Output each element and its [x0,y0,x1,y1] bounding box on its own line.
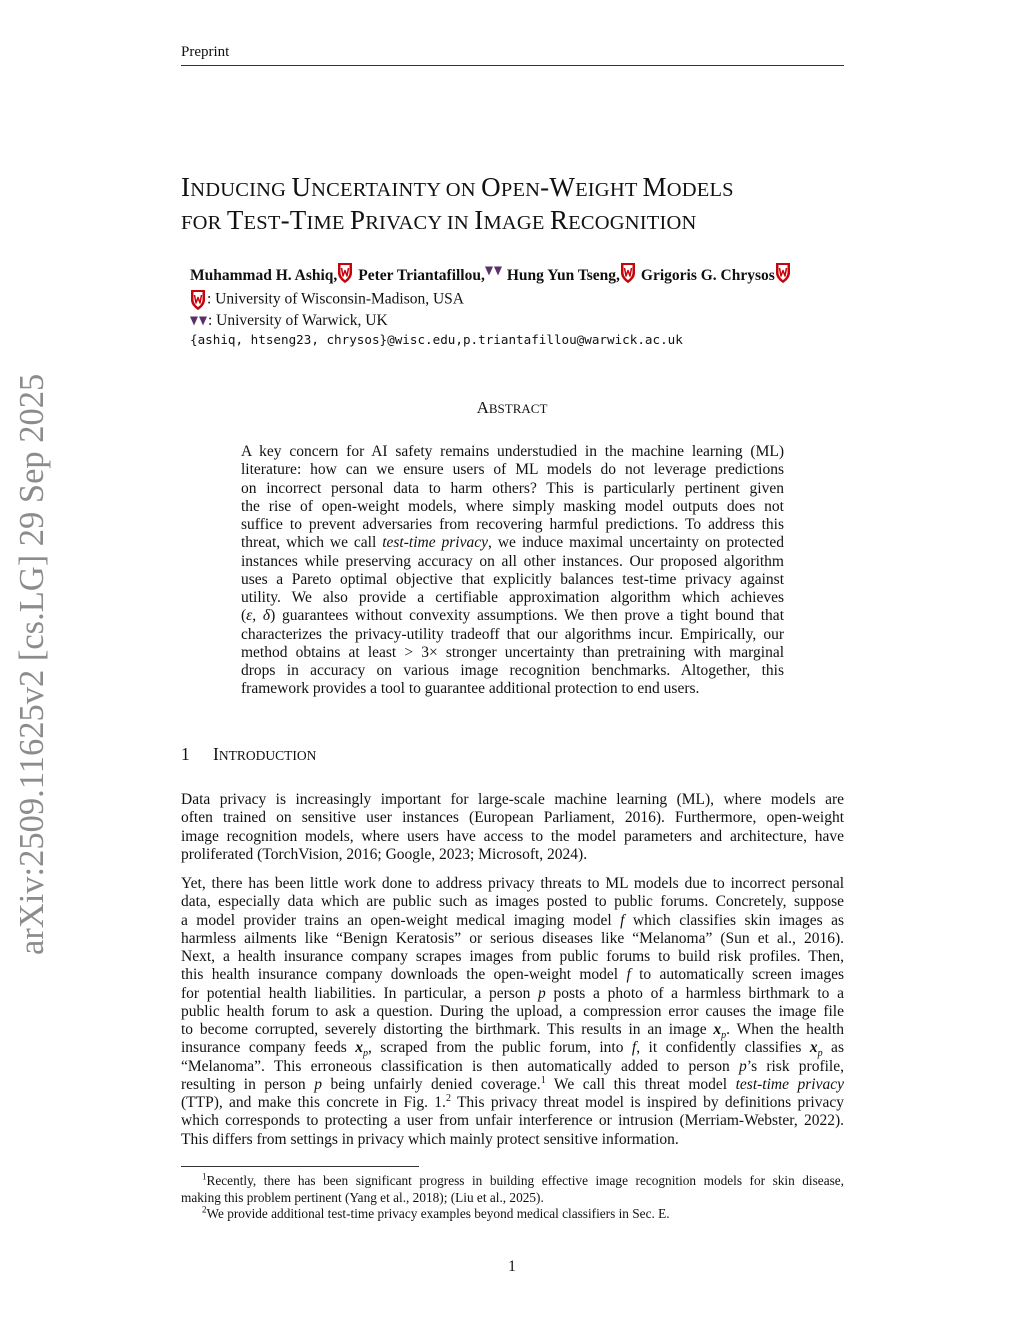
abstract-line: framework provides a tool to guarantee additional protection to end users. [241,680,700,698]
body-text-line: a model provider trains an open-weight medical imaging model f which classifies skin images as [181,911,844,929]
affiliation-wisconsin [190,289,464,311]
body-text-line: Yet, there has been little work done to address privacy threats to ML models due to incorrect personal [181,875,844,892]
arxiv-identifier-stamp: arXiv:2509.11625v2 [cs.LG] 29 Sep 2025 [13,373,51,955]
author-name: Grigoris G. Chrysos [640,267,775,284]
footnote-rule [181,1166,419,1167]
body-text-line: Next, a health insurance company scrapes images from public forums to build risk profiles. Then, [181,948,844,965]
author-name: Muhammad H. Ashiq, [190,267,338,284]
body-text-line: often trained on sensitive user instances (European Parliament, 2016). Furthermore, open-weight [181,809,844,827]
warwick-logo-icon [190,312,208,329]
section-heading-introduction: 1 INTRODUCTION [181,744,317,764]
affiliation-warwick [190,312,388,334]
body-text-line: This differs from settings in privacy which mainly protect sensitive information. [181,1130,679,1148]
abstract-line: drops in accuracy on various image recognition benchmarks. Altogether, this [241,662,784,679]
body-text-line: proliferated (TorchVision, 2016; Google, 2023; Microsoft, 2024). [181,845,588,863]
affiliation-text: : University of Warwick, UK [208,312,388,329]
body-text-line: to become corrupted, severely distorting the birthmark. This results in an image $x_p$. When the health [181,1021,844,1042]
uw-crest-icon [190,291,207,308]
body-text-line: (TTP), and make this concrete in Fig. 1.$^2$ This privacy threat model is inspired by definitions privacy [181,1092,844,1111]
abstract-line: the rise of open-weight models, where simply masking model outputs does not [241,497,784,515]
abstract-line: characterizes the privacy-utility tradeoff that our algorithms incur. Empirically, our [241,625,784,643]
footnote-line: $^2$We provide additional test-time privacy examples beyond medical classifiers in Sec. E. [202,1204,670,1221]
footnote-line: making this problem pertinent (Yang et al., 2018); (Liu et al., 2025). [181,1189,544,1205]
section-number: 1 [181,744,190,764]
author-name: Peter Triantafillou, [358,267,485,284]
abstract-line: (ε, δ) guarantees without convexity assumptions. We then prove a tight bound that [241,607,784,625]
author-list [190,262,796,292]
warwick-logo-icon [485,266,502,276]
abstract-line: A key concern for AI safety remains understudied in the machine learning (ML) [241,443,784,460]
body-text-line: resulting in person p being unfairly denied coverage.$^1$ We call this threat model test-time privacy [181,1074,845,1093]
paper-title-line-1: INDUCING UNCERTAINTY ON OPEN-WEIGHT MODELS [181,172,734,202]
body-text-line: public health forum to ask a question. During the upload, a compression error causes the image file [181,1002,844,1020]
body-text-line: for potential health liabilities. In particular, a person p posts a photo of a harmless birthmark to a [181,984,844,1002]
author-emails[interactable]: {ashiq, htseng23, chrysos}@wisc.edu,p.triantafillou@warwick.ac.uk [190,332,683,347]
body-text-line: image recognition models, where users have access to the model parameters and architecture, have [181,827,844,845]
affiliation-text: : University of Wisconsin-Madison, USA [207,290,464,308]
abstract-line: instances while preserving accuracy on all other instances. Our proposed algorithm [241,552,784,570]
abstract-line: uses a Pareto optimal objective that explicitly balances test-time privacy against [241,570,784,588]
page-number: 1 [508,1258,516,1275]
uw-crest-icon [775,262,791,284]
abstract-line: literature: how can we ensure users of ML models do not leverage predictions [241,461,784,479]
abstract-line: utility. We also provide a certifiable approximation algorithm which achieves [241,589,784,606]
abstract-line: threat, which we call test-time privacy, we induce maximal uncertainty on protected [241,534,784,552]
uw-crest-icon [337,262,353,284]
body-text-line: which corresponds to protecting a user from unfair interference or intrusion (Merriam-Webster, 2022). [181,1112,844,1130]
uw-crest-icon [620,262,636,284]
body-text-line: data, especially data which are public such as images posted to public forums. Concretely, suppose [181,893,844,911]
header-rule [181,65,844,66]
abstract-line: method obtains at least > 3× stronger uncertainty than pretraining with marginal [241,643,784,661]
abstract-heading: ABSTRACT [476,398,548,417]
body-text-line: harmless ailments like “Benign Keratosis” or serious diseases like “Melanoma” (Sun et al., 2016). [181,929,844,947]
body-text-line: “Melanoma”. This erroneous classification is then automatically added to person p’s risk profile, [181,1057,844,1075]
body-text-line: insurance company feeds $x_p$, scraped from the public forum, into f, it confidently classifies $x_p$ as [181,1039,844,1060]
abstract-line: suffice to prevent adversaries from recovering harmful predictions. To address this [241,516,784,533]
footnote-line: $^1$Recently, there has been significant progress in building effective image recognition models for skin disease, [202,1171,844,1188]
paper-title-line-2: FOR TEST-TIME PRIVACY IN IMAGE RECOGNITION [181,205,697,235]
author-name: Hung Yun Tseng, [506,267,620,284]
abstract-line: on incorrect personal data to harm others? This is particularly pertinent given [241,479,784,497]
body-text-line: Data privacy is increasingly important for large-scale machine learning (ML), where models are [181,791,844,808]
running-header: Preprint [181,44,230,60]
body-text-line: this health insurance company downloads the open-weight model f to automatically screen images [181,966,844,984]
